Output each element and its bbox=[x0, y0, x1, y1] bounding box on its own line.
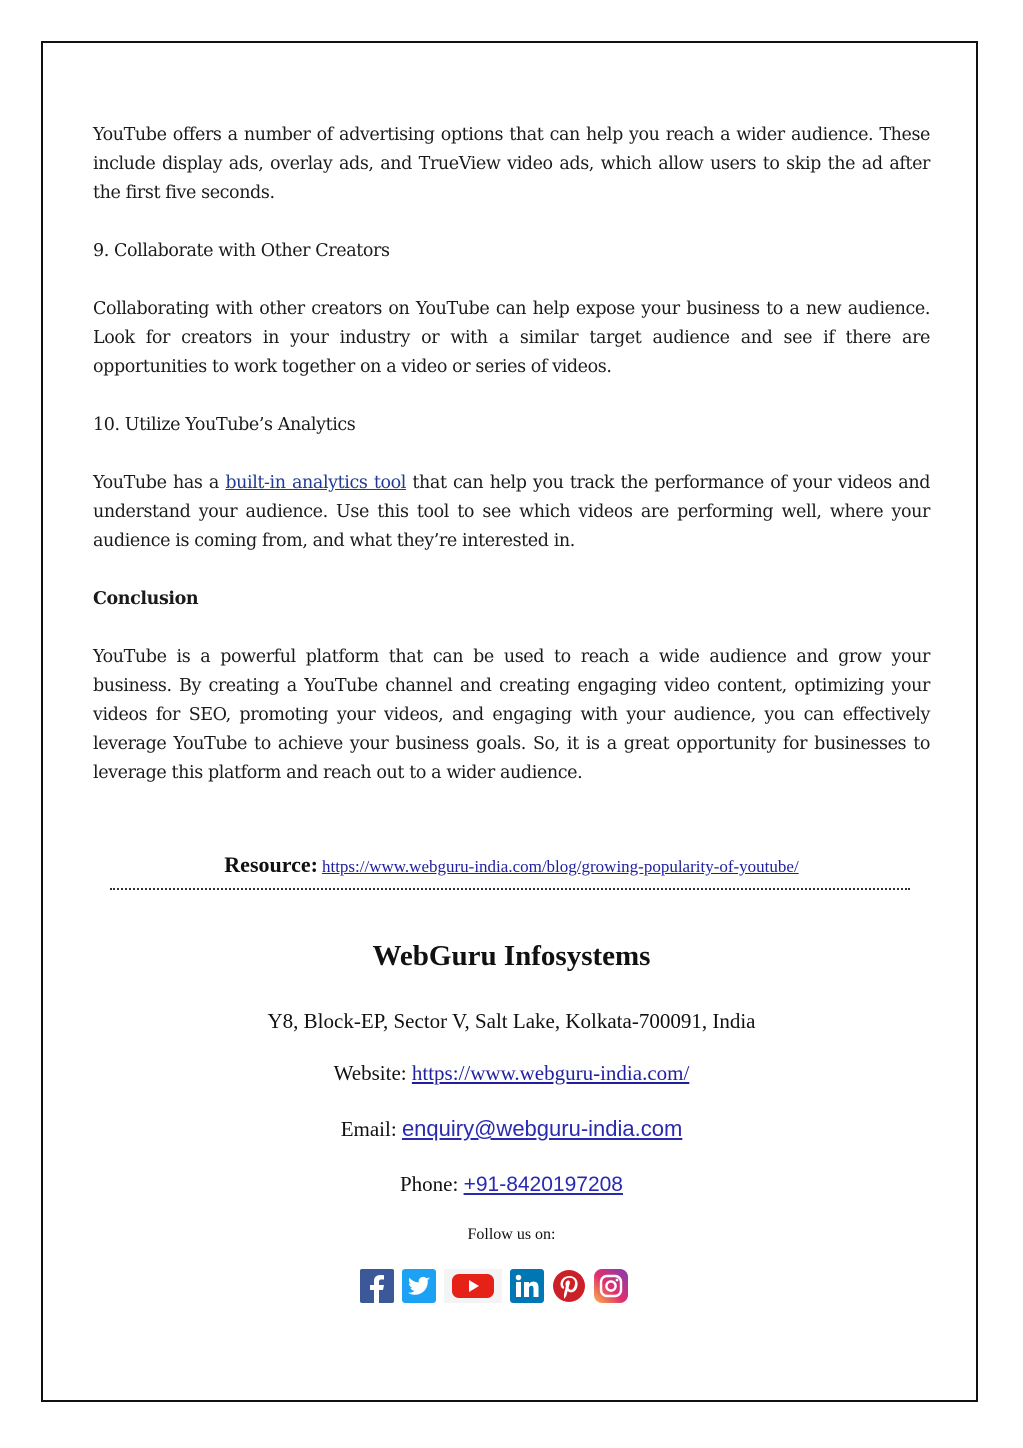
phone-label: Phone: bbox=[399, 1172, 464, 1196]
section-heading-analytics: 10. Utilize YouTube’s Analytics bbox=[93, 415, 356, 435]
website-label: Website: bbox=[333, 1061, 412, 1085]
website-line bbox=[0, 1061, 1023, 1086]
analytics-text-start: YouTube has a bbox=[93, 473, 226, 493]
website-link[interactable]: https://www.webguru-india.com/ bbox=[411, 1061, 690, 1085]
phone-line bbox=[0, 1172, 1023, 1197]
company-name: WebGuru Infosystems bbox=[372, 940, 651, 972]
paragraph-analytics bbox=[93, 469, 930, 556]
facebook-icon[interactable] bbox=[360, 1269, 394, 1303]
resource-label: Resource: bbox=[224, 852, 318, 877]
email-line bbox=[0, 1116, 1023, 1142]
follow-us-label: Follow us on: bbox=[467, 1226, 556, 1243]
paragraph-advertising: YouTube offers a number of advertising options that can help you reach a wider audience. These include display ads, overlay ads, and TrueView video ads, which allow users to skip the ad after the first five seconds. bbox=[93, 125, 930, 203]
email-link[interactable]: enquiry@webguru-india.com bbox=[401, 1116, 683, 1141]
instagram-icon[interactable] bbox=[594, 1269, 628, 1303]
dotted-divider bbox=[110, 888, 910, 890]
company-address: Y8, Block-EP, Sector V, Salt Lake, Kolkata-700091, India bbox=[267, 1009, 756, 1033]
email-label: Email: bbox=[340, 1117, 402, 1141]
social-icons bbox=[360, 1268, 628, 1304]
section-heading-collaborate: 9. Collaborate with Other Creators bbox=[93, 241, 390, 261]
resource-link[interactable]: https://www.webguru-india.com/blog/growing-popularity-of-youtube/ bbox=[321, 857, 799, 876]
conclusion-heading: Conclusion bbox=[93, 589, 199, 609]
pinterest-icon[interactable] bbox=[552, 1269, 586, 1303]
phone-link[interactable]: +91-8420197208 bbox=[463, 1173, 623, 1196]
analytics-text-end: that can help you track the performance of your videos and understand your audience. Use this tool to see which videos are performing well, where your audience is coming from, and what they’re interested in. bbox=[93, 473, 930, 551]
paragraph-conclusion: YouTube is a powerful platform that can be used to reach a wide audience and grow your business. By creating a YouTube channel and creating engaging video content, optimizing your videos for SEO, promoting your videos, and engaging with your audience, you can effectively leverage YouTube to achieve your business goals. So, it is a great opportunity for businesses to leverage this platform and reach out to a wider audience. bbox=[93, 647, 930, 783]
analytics-tool-link[interactable]: built-in analytics tool bbox=[225, 473, 406, 493]
linkedin-icon[interactable] bbox=[510, 1269, 544, 1303]
twitter-icon[interactable] bbox=[402, 1269, 436, 1303]
youtube-icon[interactable] bbox=[444, 1269, 502, 1303]
paragraph-collaborate: Collaborating with other creators on YouTube can help expose your business to a new audience. Look for creators in your industry or with a similar target audience and see if there are opportunities to work together on a video or series of videos. bbox=[93, 299, 930, 377]
resource-line bbox=[0, 852, 1023, 878]
